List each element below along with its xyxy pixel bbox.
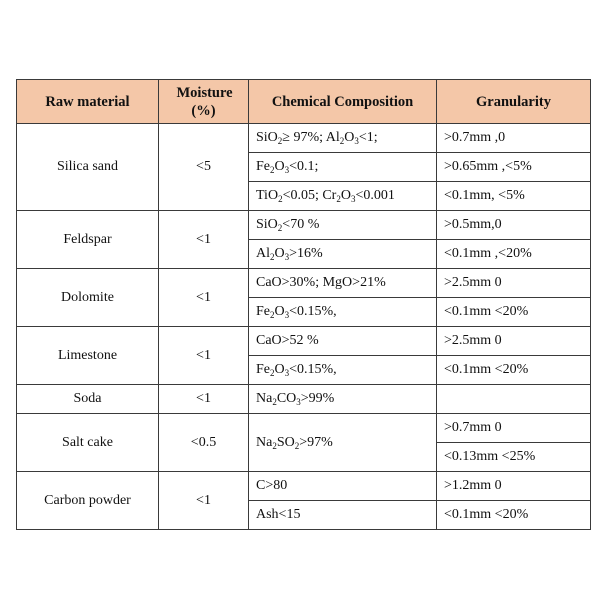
chemical-composition-cell: SiO$_2$≥ 97%; $Al_2O_3<1$; xyxy=(249,124,437,153)
moisture-cell: <1 xyxy=(159,385,249,414)
granularity-cell: >0.5mm,0 xyxy=(437,211,591,240)
granularity-cell: >0.65mm ,<5% xyxy=(437,153,591,182)
granularity-cell: >2.5mm 0 xyxy=(437,269,591,298)
granularity-cell: <0.1mm, <5% xyxy=(437,182,591,211)
moisture-cell: <1 xyxy=(159,211,249,269)
granularity-cell: <0.1mm <20% xyxy=(437,356,591,385)
chemical-composition-cell: $Na_2CO_3>99\%$ xyxy=(249,385,437,414)
granularity-cell: >2.5mm 0 xyxy=(437,327,591,356)
header-granularity: Granularity xyxy=(437,80,591,124)
moisture-cell: <1 xyxy=(159,327,249,385)
moisture-cell: <1 xyxy=(159,269,249,327)
raw-materials-table xyxy=(16,79,591,530)
header-chemical-composition: Chemical Composition xyxy=(249,80,437,124)
chemical-composition-cell: Ash<15 xyxy=(249,501,437,530)
material-name-cell: Silica sand xyxy=(17,124,159,211)
table-body xyxy=(17,124,591,530)
granularity-cell: <0.1mm <20% xyxy=(437,501,591,530)
granularity-cell xyxy=(437,385,591,414)
material-name-cell: Soda xyxy=(17,385,159,414)
header-moisture xyxy=(159,80,249,124)
granularity-cell: >0.7mm ,0 xyxy=(437,124,591,153)
table-row xyxy=(17,269,591,298)
granularity-cell: <0.1mm <20% xyxy=(437,298,591,327)
chemical-composition-cell: $Na_2SO_2>97\%$ xyxy=(249,414,437,472)
chemical-composition-cell: CaO>52 % xyxy=(249,327,437,356)
granularity-cell: >1.2mm 0 xyxy=(437,472,591,501)
chemical-composition-cell: TiO$_2$<0.05; $Cr_2O_3<0.001$ xyxy=(249,182,437,211)
chemical-composition-cell: $Fe_2O_3<0.1$; xyxy=(249,153,437,182)
granularity-cell: <0.13mm <25% xyxy=(437,443,591,472)
chemical-composition-cell: $Fe_2O_3<0.15\%$, xyxy=(249,356,437,385)
moisture-cell: <5 xyxy=(159,124,249,211)
table-row xyxy=(17,472,591,501)
chemical-composition-cell: C>80 xyxy=(249,472,437,501)
table-row xyxy=(17,327,591,356)
chemical-composition-cell: $Fe_2O_3<0.15\%$, xyxy=(249,298,437,327)
chemical-composition-cell: SiO$_2$<70 % xyxy=(249,211,437,240)
table-row xyxy=(17,211,591,240)
material-name-cell: Feldspar xyxy=(17,211,159,269)
moisture-cell: <1 xyxy=(159,472,249,530)
material-name-cell: Limestone xyxy=(17,327,159,385)
moisture-cell: <0.5 xyxy=(159,414,249,472)
granularity-cell: <0.1mm ,<20% xyxy=(437,240,591,269)
material-name-cell: Dolomite xyxy=(17,269,159,327)
chemical-composition-cell: CaO>30%; MgO>21% xyxy=(249,269,437,298)
header-raw-material: Raw material xyxy=(17,80,159,124)
table-row xyxy=(17,124,591,153)
header-row xyxy=(17,80,591,124)
material-name-cell: Salt cake xyxy=(17,414,159,472)
material-name-cell: Carbon powder xyxy=(17,472,159,530)
table-row xyxy=(17,414,591,443)
chemical-composition-cell: $Al_2O_3>16\%$ xyxy=(249,240,437,269)
table-row xyxy=(17,385,591,414)
granularity-cell: >0.7mm 0 xyxy=(437,414,591,443)
header-moisture-label: Moisture (%) xyxy=(176,84,233,119)
